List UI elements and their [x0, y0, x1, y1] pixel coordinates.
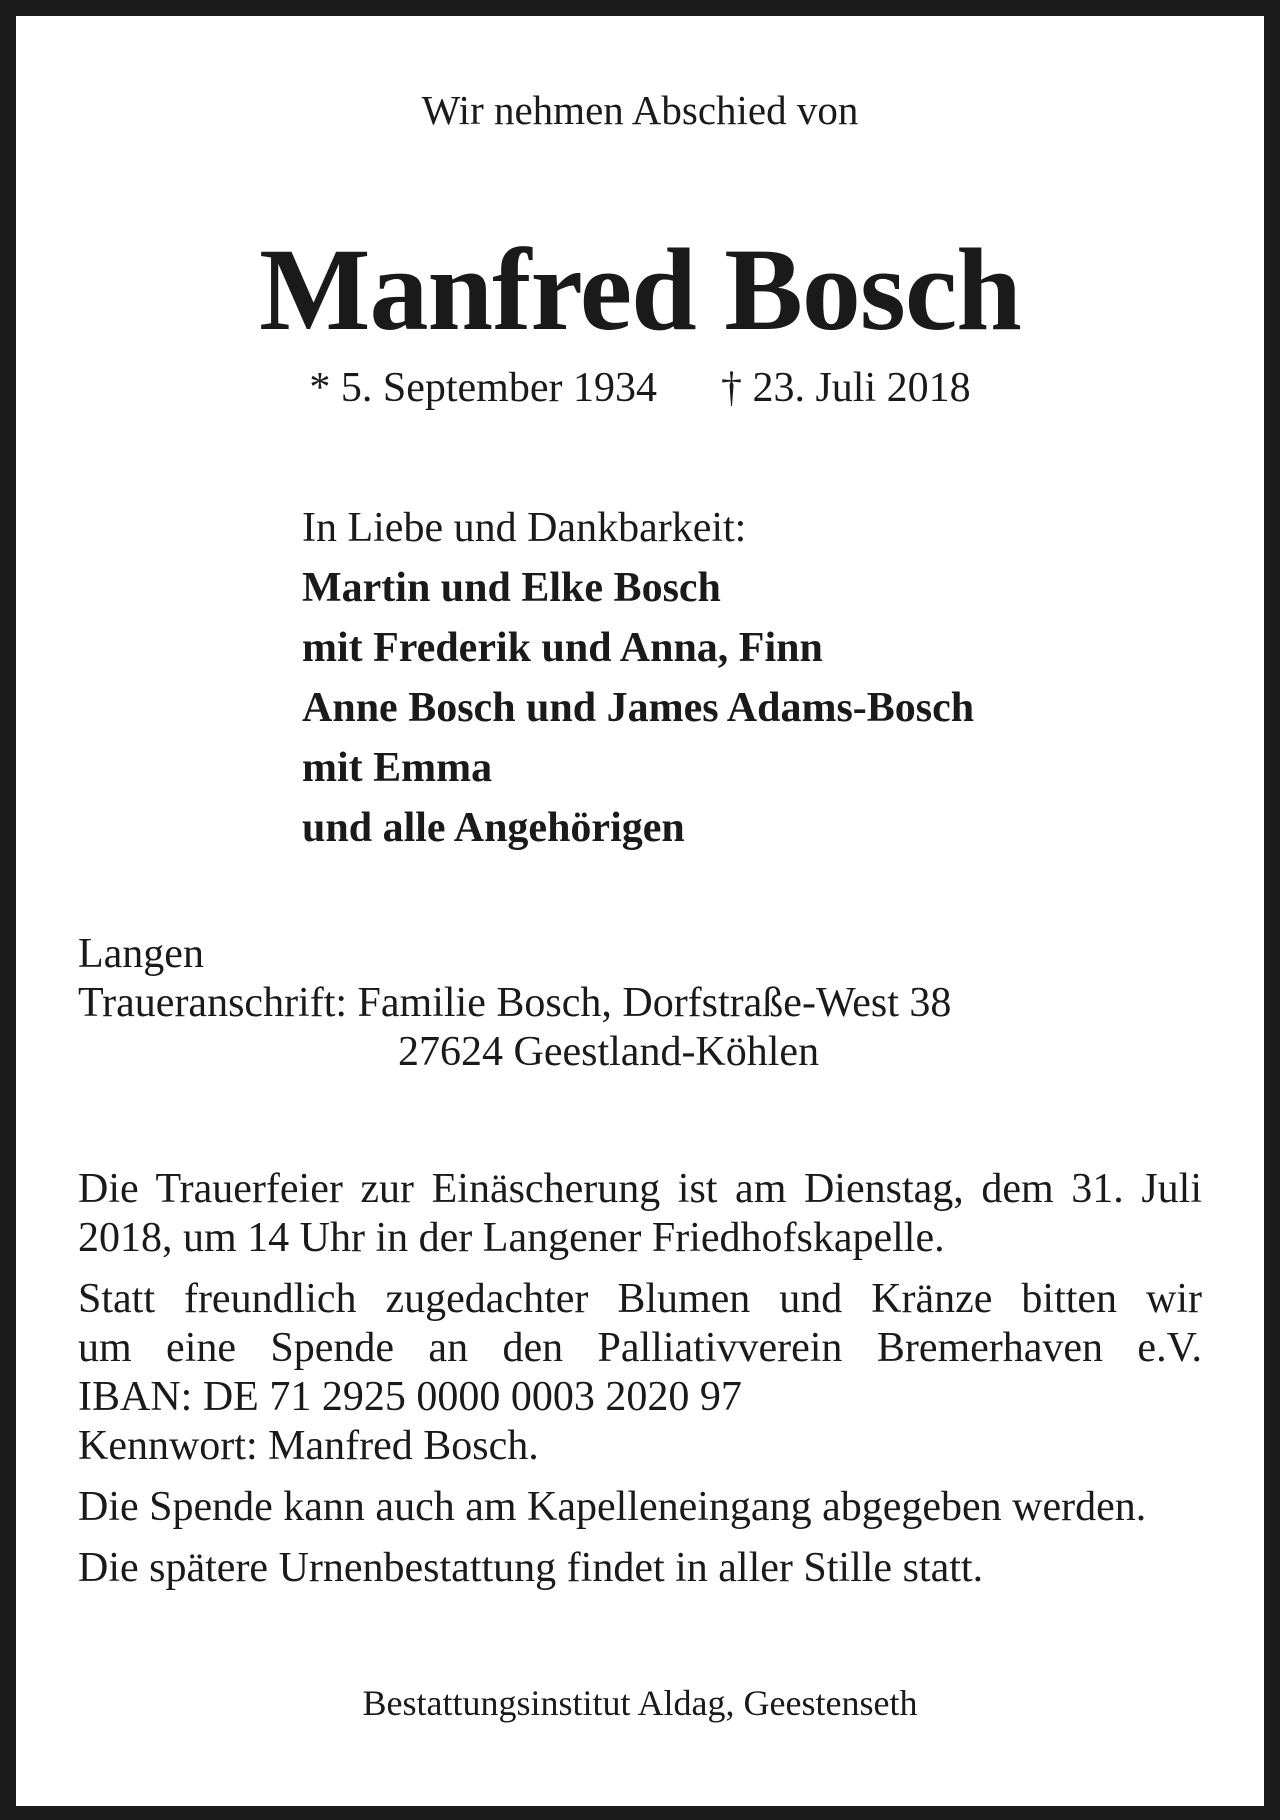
address-street: Familie Bosch, Dorfstraße-West 38 [357, 980, 952, 1026]
family-line: mit Frederik und Anna, Finn [302, 625, 823, 671]
ceremony-paragraph [78, 1165, 1202, 1263]
address-label: Traueranschrift: [78, 980, 348, 1026]
family-block [302, 498, 974, 858]
iban-line: IBAN: DE 71 2925 0000 0003 2020 97 [78, 1374, 742, 1420]
intro-text: Wir nehmen Abschied von [421, 87, 859, 133]
deceased-name: Manfred Bosch [259, 224, 1021, 355]
burial-line: Die spätere Urnenbestattung findet in aller Stille statt. [78, 1545, 984, 1591]
notes-block [78, 1165, 1202, 1605]
donation-line-1: Statt freundlich zugedachter Blumen und Kränze bitten wir [78, 1276, 1202, 1322]
donation-line-2: um eine Spende an den Palliativverein Bremerhaven e.V. [78, 1325, 1202, 1371]
address-line-2: 27624 Geestland-Köhlen [398, 1029, 820, 1075]
family-heading: In Liebe und Dankbarkeit: [302, 505, 747, 551]
place-name: Langen [78, 931, 204, 977]
keyword-line: Kennwort: Manfred Bosch. [78, 1423, 539, 1469]
mourning-address [78, 930, 951, 1077]
chapel-paragraph [78, 1483, 1202, 1532]
ceremony-line-1: Die Trauerfeier zur Einäscherung ist am Dienstag, dem 31. Juli [78, 1166, 1202, 1212]
death-date: † 23. Juli 2018 [720, 365, 971, 411]
life-dates [0, 362, 1280, 414]
ceremony-line-2: 2018, um 14 Uhr in der Langener Friedhofskapelle. [78, 1215, 945, 1261]
address-line-1 [78, 979, 951, 1028]
birth-date: * 5. September 1934 [309, 365, 657, 411]
family-line: mit Emma [302, 745, 493, 791]
chapel-line: Die Spende kann auch am Kapelleneingang abgegeben werden. [78, 1484, 1147, 1530]
burial-paragraph [78, 1544, 1202, 1593]
family-line: Anne Bosch und James Adams-Bosch [302, 685, 975, 731]
donation-paragraph [78, 1275, 1202, 1471]
family-line: und alle Angehörigen [302, 805, 685, 851]
funeral-home: Bestattungsinstitut Aldag, Geestenseth [362, 1683, 918, 1723]
family-line: Martin und Elke Bosch [302, 565, 721, 611]
